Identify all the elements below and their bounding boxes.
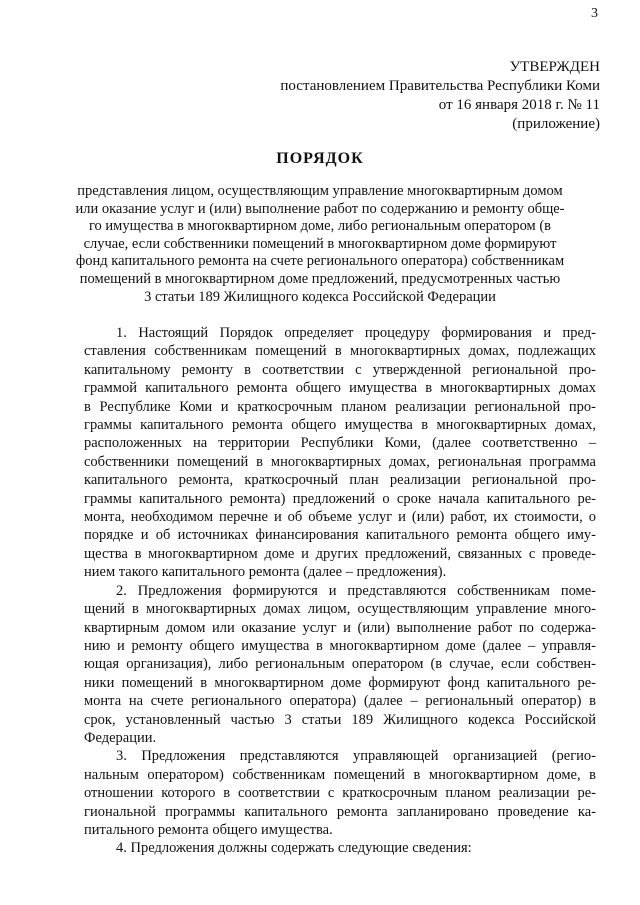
paragraph-line: граммы капитального ремонта общего имущества в многоквартирных домах, xyxy=(84,417,596,434)
paragraph-line: ники помещений в многоквартирном доме формируют фонд капитального ре- xyxy=(84,674,596,691)
paragraph-2 xyxy=(84,582,596,748)
paragraph-3 xyxy=(84,747,596,839)
subtitle-line: представления лицом, осуществляющим управление многоквартирным домом xyxy=(77,183,563,199)
paragraph-line: нальным оператором) собственникам помещений в многоквартирном доме, в xyxy=(84,766,596,783)
paragraph-line: граммой капитального ремонта общего имущества в многоквартирных домах xyxy=(84,380,596,397)
approval-line-appendix: (приложение) xyxy=(512,116,600,132)
paragraph-line: монта на счете регионального оператора) (далее – региональный оператор) в xyxy=(84,693,596,710)
paragraph-1 xyxy=(84,324,596,582)
approval-line-approved: УТВЕРЖДЕН xyxy=(509,59,600,75)
paragraph-line: собственники помещений в многоквартирных домах, региональная программа xyxy=(84,453,596,470)
paragraph-line: в Республике Коми и краткосрочным планом реализации региональной про- xyxy=(84,398,596,415)
document-body xyxy=(84,324,596,858)
document-subtitle xyxy=(0,183,640,306)
approval-block xyxy=(280,58,600,134)
paragraph-line: щества в многоквартирном доме и других предложений, связанных с проведе- xyxy=(84,545,596,562)
paragraph-line: 3. Предложения представляются управляющей организацией (регио- xyxy=(116,748,596,765)
paragraph-line: капитального ремонта, краткосрочный план реализации региональной про- xyxy=(84,472,596,489)
paragraph-line: Федерации. xyxy=(84,729,157,746)
paragraph-line: нию и ремонту общего имущества в многоквартирном доме (далее – управля- xyxy=(84,637,596,654)
paragraph-line: 4. Предложения должны содержать следующие сведения: xyxy=(116,840,472,857)
paragraph-line: отношении которого в соответствии с краткосрочным планом реализации ре- xyxy=(84,785,596,802)
paragraph-line: гиональной программы капитального ремонта запланировано проведение ка- xyxy=(84,803,596,820)
paragraph-line: капитальному ремонту в соответствии с утвержденной региональной про- xyxy=(84,361,596,378)
paragraph-line: граммы капитального ремонта) предложений о сроке начала капитального ре- xyxy=(84,490,596,507)
subtitle-line: фонд капитального ремонта на счете регионального оператора) собственникам xyxy=(75,253,565,270)
paragraph-4 xyxy=(84,839,596,857)
subtitle-line: или оказание услуг и (или) выполнение работ по содержанию и ремонту обще- xyxy=(75,200,565,217)
paragraph-line: монта, необходимом перечне и об объеме услуг и (или) работ, их стоимости, о xyxy=(84,509,596,526)
paragraph-line: питального ремонта общего имущества. xyxy=(84,821,333,838)
page-number: 3 xyxy=(591,6,598,21)
subtitle-line: помещений в многоквартирном доме предложений, предусмотренных частью xyxy=(79,270,561,287)
document-title: ПОРЯДОК xyxy=(276,150,364,167)
paragraph-line: щений в многоквартирных домах лицом, осуществляющим управление много- xyxy=(84,601,596,618)
subtitle-line: 3 статьи 189 Жилищного кодекса Российской Федерации xyxy=(144,288,496,305)
paragraph-line: квартирным домом или оказание услуг и (или) выполнение работ по содержа- xyxy=(84,619,596,636)
paragraph-line: срок, установленный частью 3 статьи 189 Жилищного кодекса Российской xyxy=(84,711,596,728)
paragraph-line: ставления собственникам помещений в многоквартирных домах, подлежащих xyxy=(84,343,596,360)
approval-line-date: от 16 января 2018 г. № 11 xyxy=(438,97,600,113)
paragraph-line: расположенных на территории Республики Коми, (далее соответственно – xyxy=(84,435,596,452)
subtitle-line: го имущества в многоквартирном доме, либо региональным оператором (в xyxy=(88,218,552,235)
paragraph-line: порядке и об источниках финансирования капитального ремонта общего иму- xyxy=(84,527,596,544)
approval-line-resolution: постановлением Правительства Республики Коми xyxy=(280,78,600,94)
subtitle-line: случае, если собственники помещений в многоквартирном доме формируют xyxy=(83,235,557,252)
paragraph-line: 1. Настоящий Порядок определяет процедуру формирования и пред- xyxy=(116,325,596,341)
paragraph-line: ющая организация), либо региональным оператором (в случае, если собствен- xyxy=(84,656,596,673)
paragraph-line: нием такого капитального ремонта (далее – предложения). xyxy=(84,564,447,581)
paragraph-line: 2. Предложения формируются и представляются собственникам поме- xyxy=(116,582,596,599)
